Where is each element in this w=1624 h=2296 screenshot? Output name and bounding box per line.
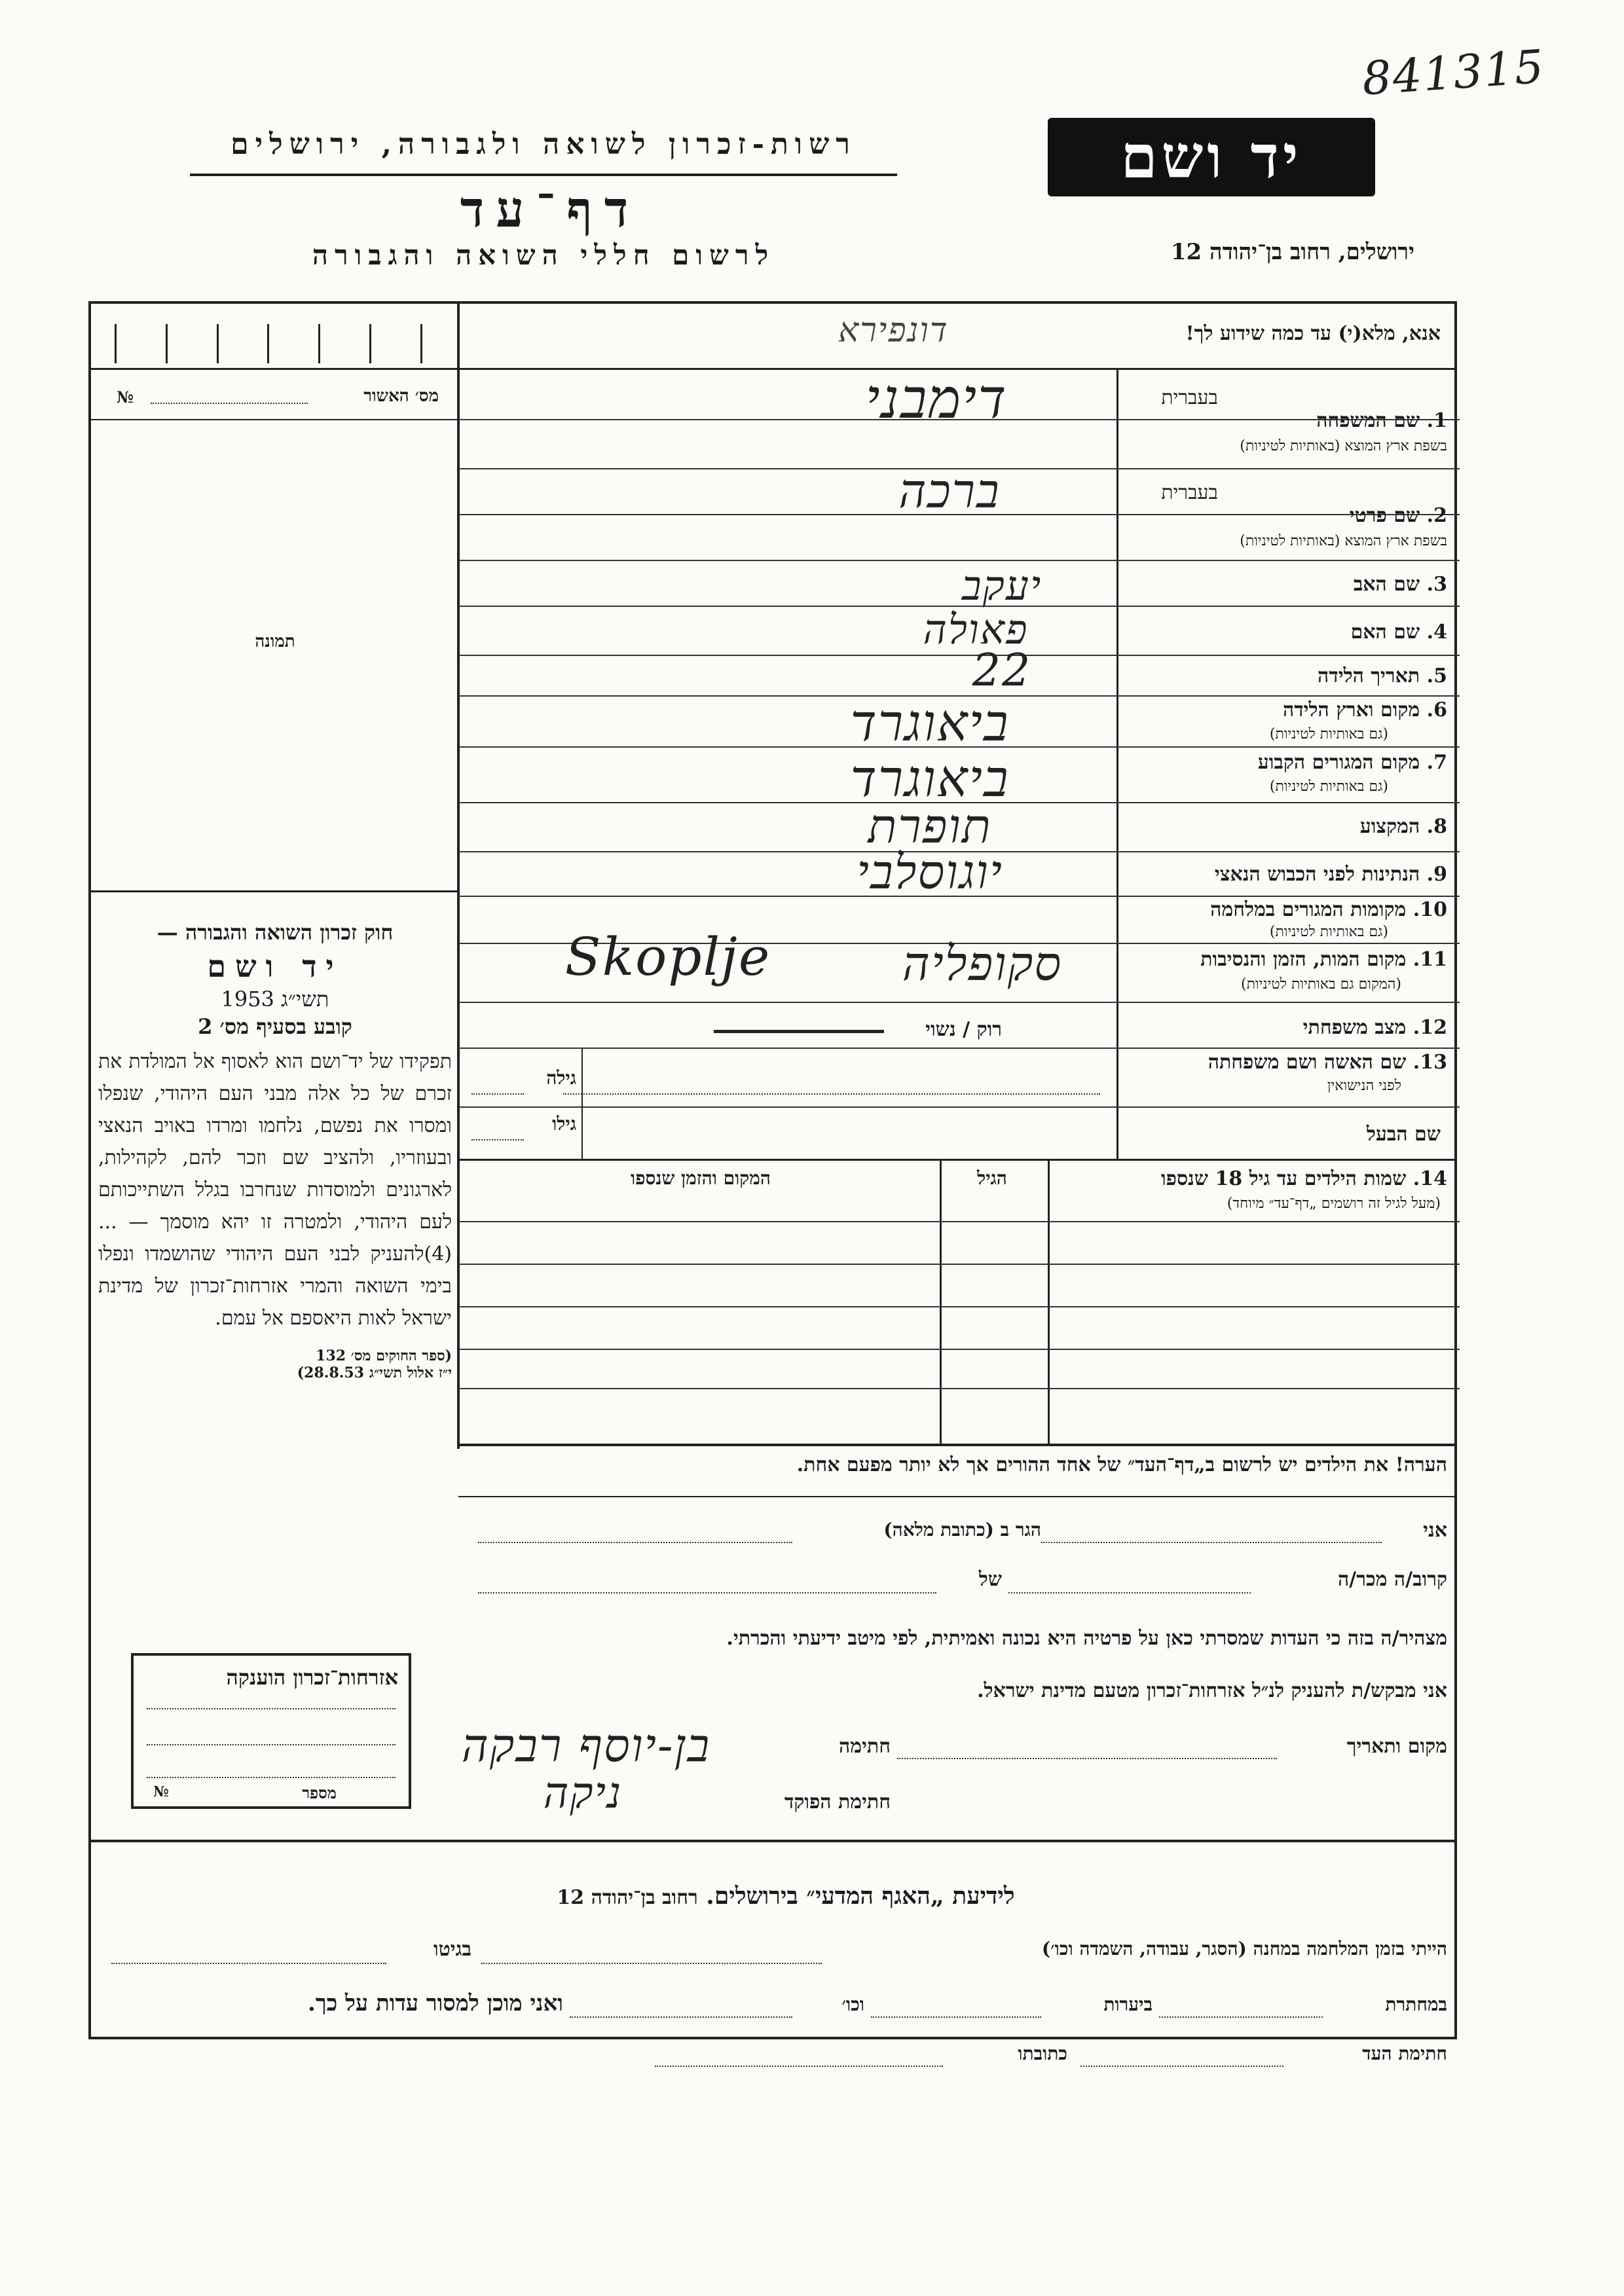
field-8-label: 8. המקצוע <box>1359 815 1447 838</box>
decl-signature-value[interactable]: בן-יוסף רבקה <box>461 1719 711 1772</box>
children-note: הערה! את הילדים יש לרשום ב„דף־העד״ של אחד ההורים אך לא יותר מפעם אחת. <box>796 1453 1447 1476</box>
field-3-label: 3. שם האב <box>1353 573 1447 596</box>
field-1-sub: בשפת ארץ המוצא (באותיות לטיניות) <box>1240 438 1447 454</box>
field-11-value[interactable]: סקופליה <box>902 936 1063 991</box>
decl-name-field[interactable] <box>1041 1542 1382 1543</box>
field-6-value[interactable]: ביאוגרד <box>850 694 1010 753</box>
field-4-label: 4. שם האם <box>1350 621 1447 644</box>
field-9-label: 9. הנתינות לפני הכבוש הנאצי <box>1214 863 1447 886</box>
footer-address-label: כתובתו <box>1018 2043 1067 2064</box>
approval-number-field[interactable] <box>151 403 308 404</box>
field-1-label: 1. שם המשפחה <box>1316 409 1447 432</box>
row-line-12 <box>458 1048 1460 1049</box>
photo-label: תמונה <box>255 632 295 651</box>
authority-name: רשות-זכרון לשואה ולגבורה, ירושלים <box>231 128 857 161</box>
citizenship-number-label: מספר <box>302 1783 337 1802</box>
footer-forest-field[interactable] <box>871 2016 1041 2018</box>
field-5-value[interactable]: 22 <box>972 645 1032 697</box>
field-7-sub: (גם באותיות לטיניות) <box>1269 778 1388 795</box>
footer-ghetto-label: בגיטו <box>433 1938 471 1961</box>
footer-underground-field[interactable] <box>1159 2016 1323 2018</box>
field-13-label: 13. שם האשה ושם משפחתה <box>1208 1051 1447 1074</box>
citizenship-box <box>131 1653 411 1809</box>
photo-area-bottom <box>90 890 458 892</box>
citizenship-no-label: № <box>153 1783 169 1800</box>
footer-testimony: ואני מוכן למסור עדות על כך. <box>308 1990 563 2016</box>
marital-strike <box>714 1030 884 1033</box>
approval-boxes <box>95 311 449 370</box>
row-line-13 <box>458 1106 1460 1108</box>
husband-label: שם הבעל <box>1366 1123 1441 1146</box>
field-4-value[interactable]: פאולה <box>923 606 1029 653</box>
field-6-label: 6. מקום וארץ הלידה <box>1282 699 1447 721</box>
approval-label-text: מס׳ האשור <box>363 386 439 406</box>
field-10-label: 10. מקומות המגורים במלחמה <box>1210 898 1447 921</box>
wife-name-field[interactable] <box>563 1093 1100 1095</box>
footer-title-a: לידיעת „האגף המדעי״ בירושלים. <box>706 1882 1015 1910</box>
children-top-line <box>458 1159 1457 1161</box>
row-line-11 <box>458 1002 1460 1003</box>
field-6-sub: (גם באותיות לטיניות) <box>1269 726 1388 742</box>
husband-age-label: גילו <box>552 1113 576 1135</box>
footer-signature-label: חתימת העד <box>1362 2043 1447 2064</box>
decl-address-field[interactable] <box>478 1542 792 1543</box>
wife-age-field[interactable] <box>471 1093 524 1095</box>
form-title: דף־עד <box>460 180 640 238</box>
approval-row-line <box>90 419 458 420</box>
field-12-label: 12. מצב משפחתי <box>1302 1016 1447 1039</box>
field-13-sub: לפני הנישואין <box>1327 1078 1401 1094</box>
decl-of-field[interactable] <box>478 1592 936 1594</box>
children-row-3 <box>458 1306 1460 1307</box>
marital-status-options: רוק / נשוי <box>925 1018 1002 1041</box>
field-2-value[interactable]: ברכה <box>898 464 1001 519</box>
row-line-2b <box>458 560 1460 561</box>
children-col-2 <box>940 1160 942 1445</box>
field-2-sub: בשפת ארץ המוצא (באותיות לטיניות) <box>1240 533 1447 549</box>
field-5-label: 5. תאריך הלידה <box>1318 665 1447 687</box>
decl-i: אני <box>1423 1519 1447 1542</box>
decl-place-date-field[interactable] <box>897 1758 1277 1759</box>
law-name: יד ושם <box>207 949 343 984</box>
footer-signature-field[interactable] <box>1080 2066 1283 2067</box>
footer-underground-label: במחתרת <box>1385 1994 1447 2015</box>
field-11-latin-value[interactable]: Skoplje <box>564 926 771 987</box>
law-clause: קובע בסעיף מס׳ 2 <box>198 1014 352 1039</box>
logo-text: יד ושם <box>1120 122 1302 192</box>
law-text: תפקידו של יד־ושם הוא לאסוף אל המולדת את זכרם של כל אלה מבני העם היהודי, שנפלו ומסרו את נפשם, נלחמו ומרדו באויב הנאצי ובעוזריו, ולהציב שם וזכר להם, לקהילות, לארגונים ולמוסדות שנחרבו בגלל השתייכותם לעם היהודי, ולמטרה זו יהא מוסמך — ...(4)להעניק לבני העם היהודי שהושמדו ונפלו בימי השואה והמרי אזרחות־זכרון של מדינת ישראל לאות היאספם אל עמם. <box>98 1050 452 1330</box>
field-11-label: 11. מקום המות, הזמן והנסיבות <box>1200 948 1447 971</box>
field-1-value[interactable]: דימבני <box>865 367 1008 431</box>
form-subtitle: לרשום חללי השואה והגבורה <box>312 239 775 271</box>
children-row-1 <box>458 1221 1460 1222</box>
field-9-value[interactable]: יוגוסלבי <box>857 845 1003 900</box>
hebrew-tag-1: בעברית <box>1161 386 1218 409</box>
children-row-5 <box>458 1388 1460 1389</box>
footer-etc-label: וכו׳ <box>841 1994 864 2015</box>
field-8-value[interactable]: תופרת <box>868 799 992 854</box>
field-2-label: 2. שם פרטי <box>1349 504 1447 527</box>
decl-address-label: הגר ב (כתובת מלאה) <box>883 1519 1041 1540</box>
field-7-label: 7. מקום המגורים הקבוע <box>1257 751 1447 774</box>
children-row-4 <box>458 1349 1460 1350</box>
decl-official-value[interactable]: ניקה <box>543 1768 623 1818</box>
citizenship-title: אזרחות־זכרון הוענקה <box>226 1665 398 1690</box>
field-10-sub: (גם באותיות לטיניות) <box>1269 924 1388 940</box>
law-year: תשי״ג 1953 <box>221 987 329 1011</box>
yad-vashem-logo <box>1048 118 1375 196</box>
footer-title <box>393 1882 1179 1910</box>
age-divider <box>581 1048 583 1159</box>
children-bottom-line <box>458 1444 1457 1446</box>
field-11-sub: (המקום גם באותיות לטיניות) <box>1241 976 1401 993</box>
decl-official-label: חתימת הפוקד <box>784 1791 891 1813</box>
form-instruction: אנא, מלא(י) עד כמה שידוע לך! <box>1185 322 1441 345</box>
archive-number: 841315 <box>1360 39 1547 106</box>
field-3-value[interactable]: יעקב <box>961 562 1043 610</box>
authority-underline <box>190 173 897 176</box>
decl-of: של <box>978 1568 1002 1591</box>
field1-extra-handwriting: דונפירא <box>838 311 949 350</box>
law-box <box>98 920 452 1381</box>
children-place-header: המקום והזמן שנספו <box>631 1167 771 1189</box>
law-source-date: י״ז אלול תשי״ג 28.8.53) <box>297 1364 452 1381</box>
children-label: 14. שמות הילדים עד גיל 18 שנספו <box>1160 1167 1447 1190</box>
decl-statement: מצהיר/ה בזה כי העדות שמסרתי כאן על פרטיה היא נכונה ואמיתית, לפי מיטב ידיעתי והכרתי. <box>726 1627 1447 1650</box>
decl-relation-field[interactable] <box>1008 1592 1251 1594</box>
footer-etc-field[interactable] <box>570 2016 792 2018</box>
header-address: ירושלים, רחוב בן־יהודה 12 <box>1170 239 1414 265</box>
left-column-divider <box>457 303 460 1449</box>
label-column-divider <box>1116 369 1118 1161</box>
law-source: (ספר החוקים מס׳ 132 <box>316 1347 452 1364</box>
footer-camp-field[interactable] <box>481 1963 822 1964</box>
children-sub: (מעל לגיל זה רושמים „דף־עד״ מיוחד) <box>1227 1195 1441 1212</box>
note-bottom-line <box>458 1496 1457 1497</box>
decl-signature-label: חתימה <box>839 1735 891 1758</box>
husband-age-field[interactable] <box>471 1139 524 1140</box>
field-7-value[interactable]: ביאוגרד <box>850 750 1010 809</box>
decl-relation: קרוב/ה מכר/ה <box>1338 1568 1447 1591</box>
footer-title-b: רחוב בן־יהודה 12 <box>557 1886 698 1909</box>
law-title: חוק זכרון השואה והגבורה — <box>157 920 394 945</box>
wife-age-label: גילה <box>546 1067 576 1089</box>
footer-divider <box>88 1840 1457 1842</box>
footer-ghetto-field[interactable] <box>111 1963 386 1964</box>
children-row-2 <box>458 1264 1460 1265</box>
children-age-header: הגיל <box>977 1167 1007 1189</box>
footer-forest-label: ביערות <box>1103 1994 1153 2015</box>
hebrew-tag-2: בעברית <box>1161 481 1218 504</box>
decl-place-date: מקום ותאריך <box>1346 1735 1447 1758</box>
approval-no-sign: № <box>117 388 134 407</box>
children-col-1 <box>1048 1160 1050 1445</box>
footer-line-1-label: הייתי בזמן המלחמה במחנה (הסגר, עבודה, השמדה וכו׳) <box>1041 1938 1447 1959</box>
footer-address-field[interactable] <box>655 2066 943 2067</box>
decl-request: אני מבקש/ת להעניק לנ״ל אזרחות־זכרון מטעם מדינת ישראל. <box>977 1679 1447 1702</box>
